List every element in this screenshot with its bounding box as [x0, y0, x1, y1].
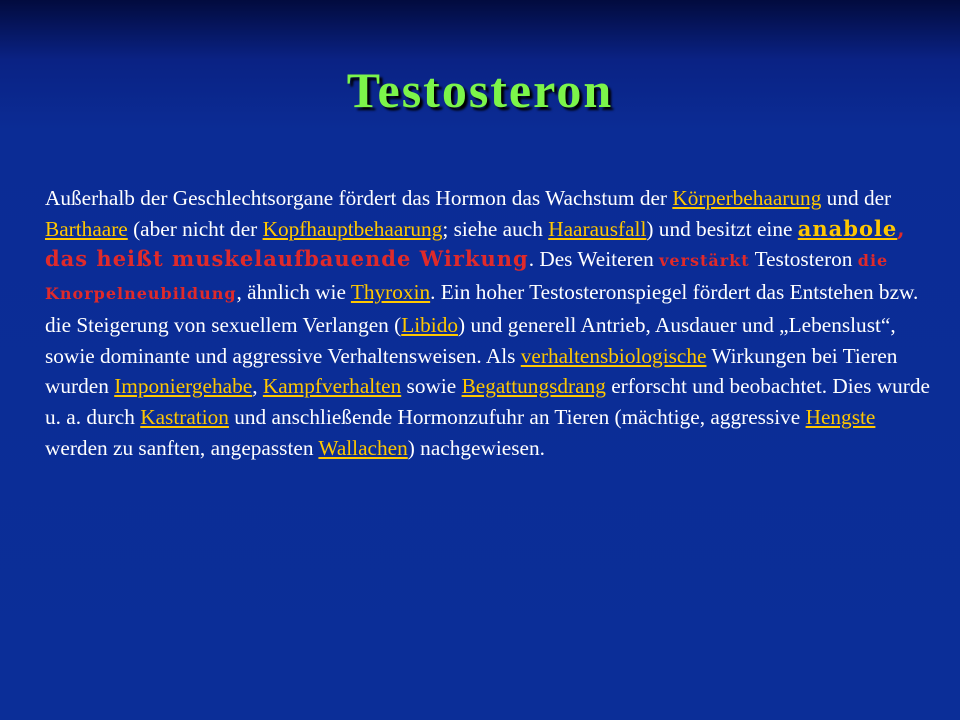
link-hengste[interactable]: Hengste — [805, 404, 876, 429]
link-kopfhauptbehaarung[interactable]: Kopfhauptbehaarung — [262, 216, 443, 241]
highlight-verstaerkt: verstärkt — [659, 251, 750, 271]
link-verhaltensbiologische[interactable]: verhaltensbiologische — [520, 343, 707, 368]
text-segment: (aber nicht der — [127, 216, 263, 241]
link-anabole[interactable]: anabole — [797, 215, 898, 241]
link-haarausfall[interactable]: Haarausfall — [548, 216, 647, 241]
text-segment: werden zu sanften, angepassten — [45, 435, 319, 460]
body-paragraph — [45, 183, 940, 463]
link-imponiergehabe[interactable]: Imponiergehabe — [114, 374, 253, 399]
link-barthaare[interactable]: Barthaare — [45, 216, 128, 241]
text-segment: . Des Weiteren — [528, 247, 660, 272]
text-segment: ) und besitzt eine — [646, 216, 798, 241]
text-segment: Testosteron — [749, 247, 858, 272]
text-segment: . Ein hoher Testosteronspiegel fördert das Entstehen bzw. die Steigerung von sexuellem Verlangen ( — [45, 280, 919, 337]
link-begattungsdrang[interactable]: Begattungsdrang — [461, 374, 606, 399]
text-segment: Wirkungen bei Tieren wurden — [45, 343, 898, 399]
text-segment: und der — [821, 186, 892, 210]
text-segment: ) und generell Antrieb, Ausdauer und „Lebenslust“, sowie dominante und aggressive Verhaltensweisen. Als — [45, 312, 896, 368]
text-segment: und anschließende Hormonzufuhr an Tieren (mächtige, aggressive — [228, 404, 806, 429]
text-segment: , ähnlich wie — [236, 280, 351, 305]
text-segment: sowie — [401, 374, 462, 399]
text-segment: ; siehe auch — [442, 216, 549, 241]
text-segment: erforscht und beobachtet. Dies wurde u. a. durch — [45, 374, 930, 429]
text-segment: ) nachgewiesen. — [407, 435, 545, 460]
link-wallachen[interactable]: Wallachen — [318, 435, 408, 460]
link-kampfverhalten[interactable]: Kampfverhalten — [262, 374, 402, 399]
text-segment: , — [252, 374, 263, 399]
link-koerperbehaarung[interactable]: Körperbehaarung — [672, 186, 822, 210]
link-kastration[interactable]: Kastration — [140, 404, 229, 429]
slide-title: Testosteron — [346, 62, 614, 118]
link-libido[interactable]: Libido — [401, 312, 459, 337]
link-thyroxin[interactable]: Thyroxin — [350, 280, 431, 305]
text-segment: Außerhalb der Geschlechtsorgane fördert das Hormon das Wachstum der — [45, 186, 673, 210]
highlight-knorpelneubildung: die Knorpelneubildung — [45, 251, 889, 304]
highlight-muskelaufbauende-wirkung: , das heißt muskelaufbauende Wirkung — [45, 215, 906, 272]
